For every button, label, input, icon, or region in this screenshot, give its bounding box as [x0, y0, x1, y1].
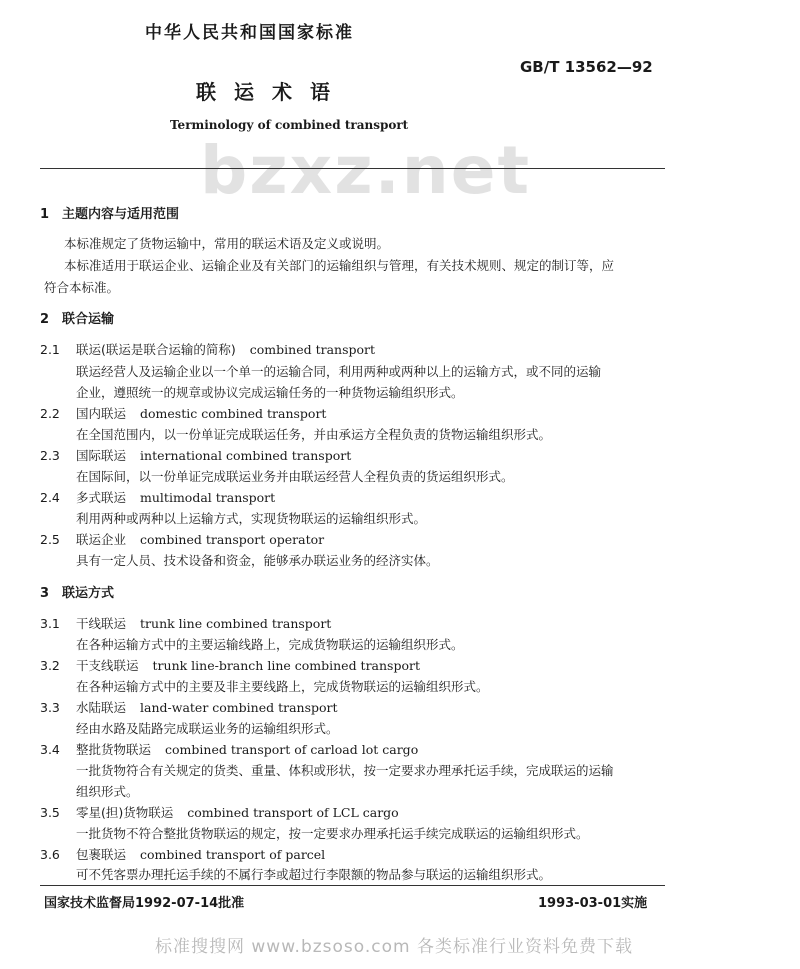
section-1-heading: [40, 203, 179, 222]
term-definition: 利用两种或两种以上运输方式，实现货物联运的运输组织形式。: [76, 511, 427, 526]
term-en: combined transport operator: [140, 532, 325, 547]
paragraph: 符合本标准。: [44, 280, 120, 295]
section-2-heading: [40, 308, 114, 327]
term-number: 2.3: [40, 448, 60, 463]
term-cn: 包裹联运: [76, 847, 127, 862]
term-cn: 干线联运: [76, 616, 127, 631]
national-standard-title: 中华人民共和国国家标准: [145, 23, 354, 43]
term-number: 3.3: [40, 700, 60, 715]
term-number: 3.4: [40, 742, 60, 757]
term-3-6: [40, 845, 325, 863]
section-title: 联合运输: [62, 312, 115, 327]
term-cn: 多式联运: [76, 490, 127, 505]
term-number: 3.2: [40, 658, 60, 673]
term-2-2: [40, 404, 326, 422]
term-definition: 在全国范围内，以一份单证完成联运任务，并由承运方全程负责的货物运输组织形式。: [76, 427, 552, 442]
term-number: 3.6: [40, 847, 60, 862]
issued-by: 国家技术监督局1992-07-14批准: [44, 896, 245, 911]
watermark: bzxz.net: [200, 132, 532, 209]
term-definition: 在各种运输方式中的主要运输线路上，完成货物联运的运输组织形式。: [76, 637, 464, 652]
term-definition: 联运经营人及运输企业以一个单一的运输合同，利用两种或两种以上的运输方式，或不同的运输: [76, 364, 602, 379]
term-cn: 干支线联运: [76, 658, 139, 673]
term-definition: 一批货物不符合整批货物联运的规定，按一定要求办理承托运手续完成联运的运输组织形式。: [76, 826, 589, 841]
term-definition: 一批货物符合有关规定的货类、重量、体积或形状，按一定要求办理承托运手续，完成联运的运输: [76, 763, 614, 778]
paragraph: 本标准规定了货物运输中，常用的联运术语及定义或说明。: [64, 236, 390, 251]
term-cn: 联运企业: [76, 532, 127, 547]
term-definition: 企业，遵照统一的规章或协议完成运输任务的一种货物运输组织形式。: [76, 385, 464, 400]
term-en: combined transport of parcel: [140, 847, 326, 862]
term-en: trunk line-branch line combined transport: [152, 658, 420, 673]
section-number: 3: [40, 586, 50, 601]
section-number: 2: [40, 312, 50, 327]
term-2-3: [40, 446, 351, 464]
term-en: international combined transport: [140, 448, 352, 463]
term-en: combined transport of LCL cargo: [187, 805, 399, 820]
term-3-3: [40, 698, 338, 716]
term-en: trunk line combined transport: [140, 616, 332, 631]
term-cn: 水陆联运: [76, 700, 127, 715]
term-3-4: [40, 740, 418, 758]
english-title: Terminology of combined transport: [170, 118, 409, 132]
term-cn: 联运(联运是联合运输的简称): [76, 342, 236, 357]
term-definition: 在国际间，以一份单证完成联运业务并由联运经营人全程负责的货运组织形式。: [76, 469, 514, 484]
term-cn: 零星(担)货物联运: [76, 805, 174, 820]
section-title: 主题内容与适用范围: [62, 207, 180, 222]
document-title: 联运术语: [196, 80, 348, 104]
term-2-5: [40, 530, 324, 548]
term-cn: 国际联运: [76, 448, 127, 463]
term-number: 2.4: [40, 490, 60, 505]
term-3-2: [40, 656, 420, 674]
term-en: combined transport: [249, 342, 376, 357]
term-3-1: [40, 614, 331, 632]
header-divider: [40, 168, 665, 169]
term-number: 2.1: [40, 342, 60, 357]
term-definition: 组织形式。: [76, 784, 139, 799]
term-cn: 国内联运: [76, 406, 127, 421]
term-number: 3.1: [40, 616, 60, 631]
site-watermark: 标准搜搜网 www.bzsoso.com 各类标准行业资料免费下载: [155, 937, 634, 957]
effective-date: 1993-03-01实施: [538, 896, 648, 911]
footer-divider: [40, 885, 665, 886]
term-number: 3.5: [40, 805, 60, 820]
term-en: land-water combined transport: [140, 700, 338, 715]
term-definition: 经由水路及陆路完成联运业务的运输组织形式。: [76, 721, 339, 736]
section-title: 联运方式: [62, 586, 115, 601]
term-definition: 可不凭客票办理托运手续的不属行李或超过行李限额的物品参与联运的运输组织形式。: [76, 867, 552, 882]
standard-number: GB/T 13562—92: [520, 58, 653, 76]
term-number: 2.2: [40, 406, 60, 421]
term-3-5: [40, 803, 399, 821]
term-2-4: [40, 488, 275, 506]
term-number: 2.5: [40, 532, 60, 547]
term-2-1: [40, 340, 375, 358]
term-cn: 整批货物联运: [76, 742, 152, 757]
paragraph: 本标准适用于联运企业、运输企业及有关部门的运输组织与管理，有关技术规则、规定的制订等，应: [64, 258, 615, 273]
term-definition: 在各种运输方式中的主要及非主要线路上，完成货物联运的运输组织形式。: [76, 679, 489, 694]
term-en: domestic combined transport: [140, 406, 327, 421]
section-3-heading: [40, 582, 114, 601]
section-number: 1: [40, 207, 50, 222]
term-definition: 具有一定人员、技术设备和资金，能够承办联运业务的经济实体。: [76, 553, 439, 568]
term-en: multimodal transport: [140, 490, 276, 505]
term-en: combined transport of carload lot cargo: [165, 742, 419, 757]
